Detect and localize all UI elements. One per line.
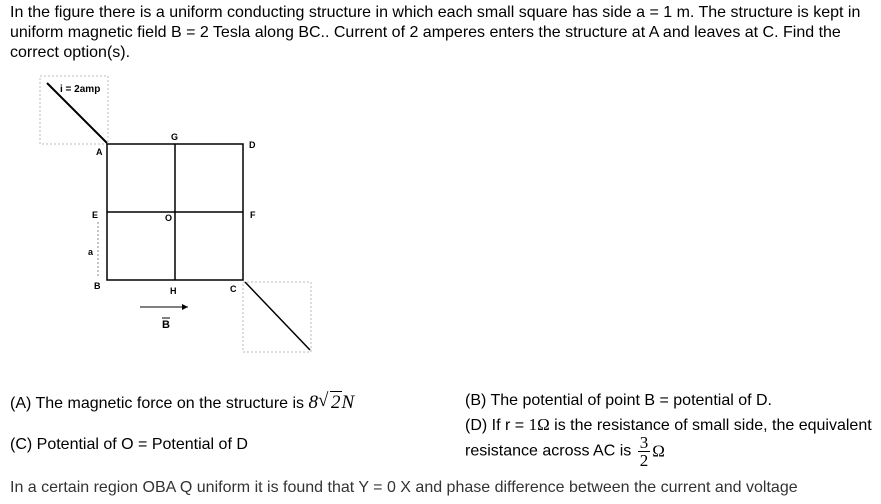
label-o: O	[165, 213, 173, 223]
option-d-post: is the resistance of small side, the equivalent	[554, 417, 872, 434]
label-d: D	[249, 140, 256, 150]
option-b[interactable]	[465, 392, 772, 410]
next-question-cutoff	[0, 479, 881, 496]
field-arrow-head	[182, 304, 188, 310]
option-d-line1[interactable]	[465, 415, 872, 435]
label-h: H	[170, 286, 177, 296]
option-d-line2-pre: resistance across AC is	[465, 442, 632, 460]
option-d-numerator: 3	[639, 433, 649, 452]
option-d-unit: Ω	[652, 441, 665, 461]
field-label: B	[162, 319, 170, 331]
option-d-fraction	[638, 434, 651, 469]
label-g: G	[171, 132, 179, 142]
next-question-fragment: In a certain region OBA Q uniform it is found that Y = 0 X and phase difference between the current and voltage	[10, 479, 798, 496]
option-d-line2	[465, 434, 665, 469]
radical-sign: √	[318, 390, 329, 411]
option-b-text: (B) The potential of point B = potential of D.	[465, 392, 772, 409]
current-out-wire	[245, 282, 310, 350]
option-c[interactable]	[10, 436, 248, 454]
label-e: E	[92, 210, 99, 220]
option-a-text: (A) The magnetic force on the structure is	[10, 395, 305, 412]
exit-box	[243, 282, 311, 352]
option-d-denominator: 2	[639, 451, 649, 470]
label-c: C	[230, 284, 237, 294]
option-a-math	[309, 392, 355, 413]
label-side-a: a	[88, 247, 94, 257]
option-d-pre: (D) If r =	[465, 417, 525, 434]
option-a-radicand: 2	[331, 392, 341, 413]
option-c-text: (C) Potential of O = Potential of D	[10, 436, 248, 453]
current-label: i = 2amp	[60, 84, 101, 95]
option-a-unit: N	[341, 392, 355, 413]
label-a: A	[96, 147, 103, 157]
label-b: B	[94, 281, 101, 291]
option-a-coeff: 8	[308, 392, 319, 413]
option-d-resistance: 1Ω	[528, 415, 550, 434]
sqrt-symbol	[318, 392, 342, 414]
label-f: F	[250, 210, 256, 220]
option-a[interactable]	[10, 392, 354, 414]
question-text: In the figure there is a uniform conducting structure in which each small square has side a = 1 m. The structure is kept in uniform magnetic field B = 2 Tesla along BC.. Current of 2 amperes enters the structure at A and leaves at C. Find the correct option(s).	[10, 4, 861, 61]
